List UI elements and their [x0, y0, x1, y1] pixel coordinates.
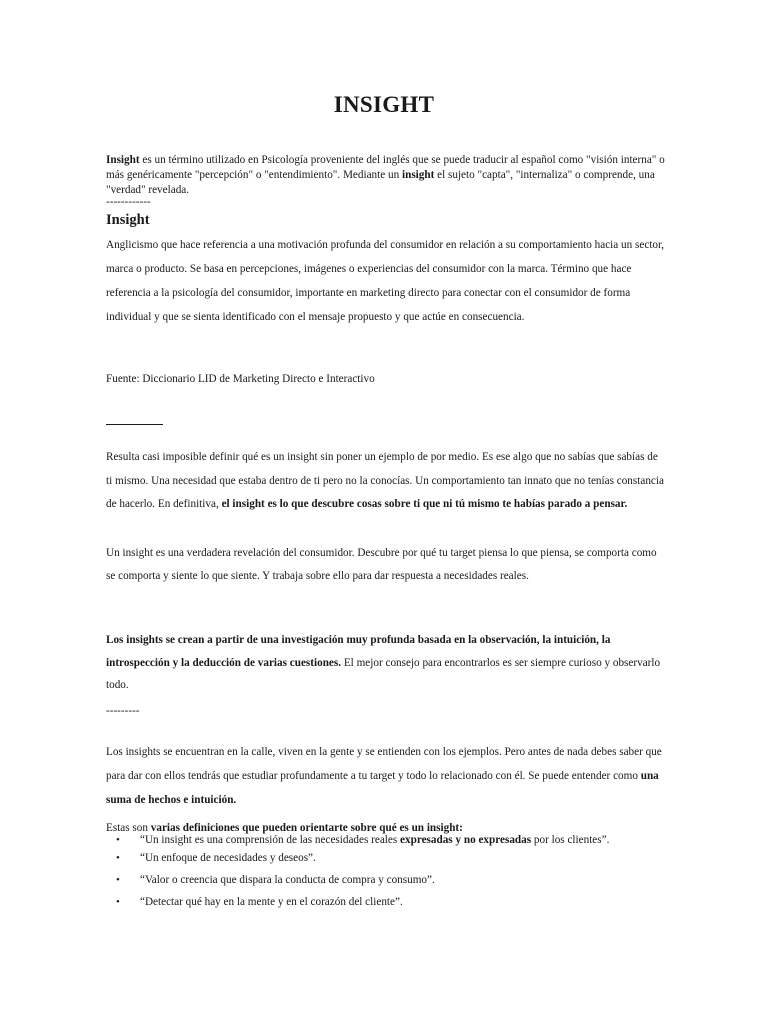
paragraph-street-text: Los insights se encuentran en la calle, viven en la gente y se entienden con los ejemplos. Pero antes de nada debes saber que para dar con ellos tendrás que estudiar profundamente a tu target y todo lo relacionado con él. Se puede entender como — [106, 746, 662, 782]
definitions-intro-text: Estas son — [106, 822, 151, 834]
list-item — [106, 851, 666, 865]
bullet-icon: • — [116, 852, 120, 864]
horizontal-rule — [106, 424, 163, 425]
paragraph-revelation: Un insight es una verdadera revelación del consumidor. Descubre por qué tu target piensa lo que piensa, se comporta como se comporta y siente lo que siente. Y trabaja sobre ello para dar respuesta a necesidades reales. — [106, 547, 657, 582]
intro-term: Insight — [106, 154, 140, 166]
definition-1-bold: expresadas y no expresadas — [400, 834, 532, 846]
paragraph-street — [106, 740, 666, 812]
page-title: INSIGHT — [333, 92, 435, 117]
paragraph-creation-text: El mejor consejo para encontrarlos es ser siempre curioso y observarlo todo. — [106, 656, 661, 691]
separator-dashes-2: --------- — [106, 705, 140, 717]
definition-1-before: “Un insight es una comprensión de las necesidades reales — [140, 834, 401, 846]
paragraph-example-text: Resulta casi imposible definir qué es un insight sin poner un ejemplo de por medio. Es ese algo que no sabías que sabías de ti mismo. Una necesidad que estaba dentro de ti pero no la conocías. Un comportamiento tan innato que no tenías constancia de hacerlo. En definitiva, — [106, 451, 664, 510]
paragraph-creation — [106, 629, 666, 697]
list-item — [106, 873, 666, 887]
definition-1-after: por los clientes”. — [531, 834, 610, 846]
definition-3-before: “Valor o creencia que dispara la conducta de compra y consumo”. — [140, 874, 435, 886]
definitions-list — [106, 833, 666, 909]
intro-paragraph — [106, 153, 666, 197]
paragraph-creation-bold: Los insights se crean a partir de una investigación muy profunda basada en la observación, la intuición, la introspección y la deducción de varias cuestiones. — [106, 634, 611, 669]
definition-2-before: “Un enfoque de necesidades y deseos”. — [140, 852, 316, 864]
bullet-icon: • — [116, 834, 120, 846]
bullet-icon: • — [116, 896, 120, 908]
paragraph-example — [106, 446, 666, 517]
paragraph-street-bold: una suma de hechos e intuición. — [106, 770, 659, 806]
intro-term-2: insight — [401, 168, 435, 181]
intro-text-b: el sujeto "capta", "internaliza" o comprende, una "verdad" revelada. — [106, 168, 655, 196]
separator-dashes-1: ------------ — [106, 196, 151, 208]
list-item — [106, 833, 666, 847]
paragraph-example-bold: el insight es lo que descubre cosas sobre ti que ni tú mismo te habías parado a pensar. — [221, 498, 628, 510]
definitions-intro-bold: varias definiciones que pueden orientarte sobre qué es un insight: — [150, 822, 463, 834]
source-line: Fuente: Diccionario LID de Marketing Directo e Interactivo — [106, 373, 375, 385]
list-item — [106, 895, 666, 909]
intro-text-a: es un término utilizado en Psicología proveniente del inglés que se puede traducir al español como "visión interna" o más genéricamente "percepción" o "entendimiento". Mediante un — [106, 154, 665, 181]
bullet-icon: • — [116, 874, 120, 886]
section-heading: Insight — [106, 212, 150, 228]
definition-4-before: “Detectar qué hay en la mente y en el corazón del cliente”. — [140, 896, 403, 908]
definition-paragraph: Anglicismo que hace referencia a una motivación profunda del consumidor en relación a su comportamiento hacia un sector, marca o producto. Se basa en percepciones, imágenes o experiencias del consumidor con la marca. Término que hace referencia a la psicología del consumidor, importante en marketing directo para conectar con el consumidor de forma individual y que se sienta identificado con el mensaje propuesto y que actúe en consecuencia. — [106, 239, 665, 323]
